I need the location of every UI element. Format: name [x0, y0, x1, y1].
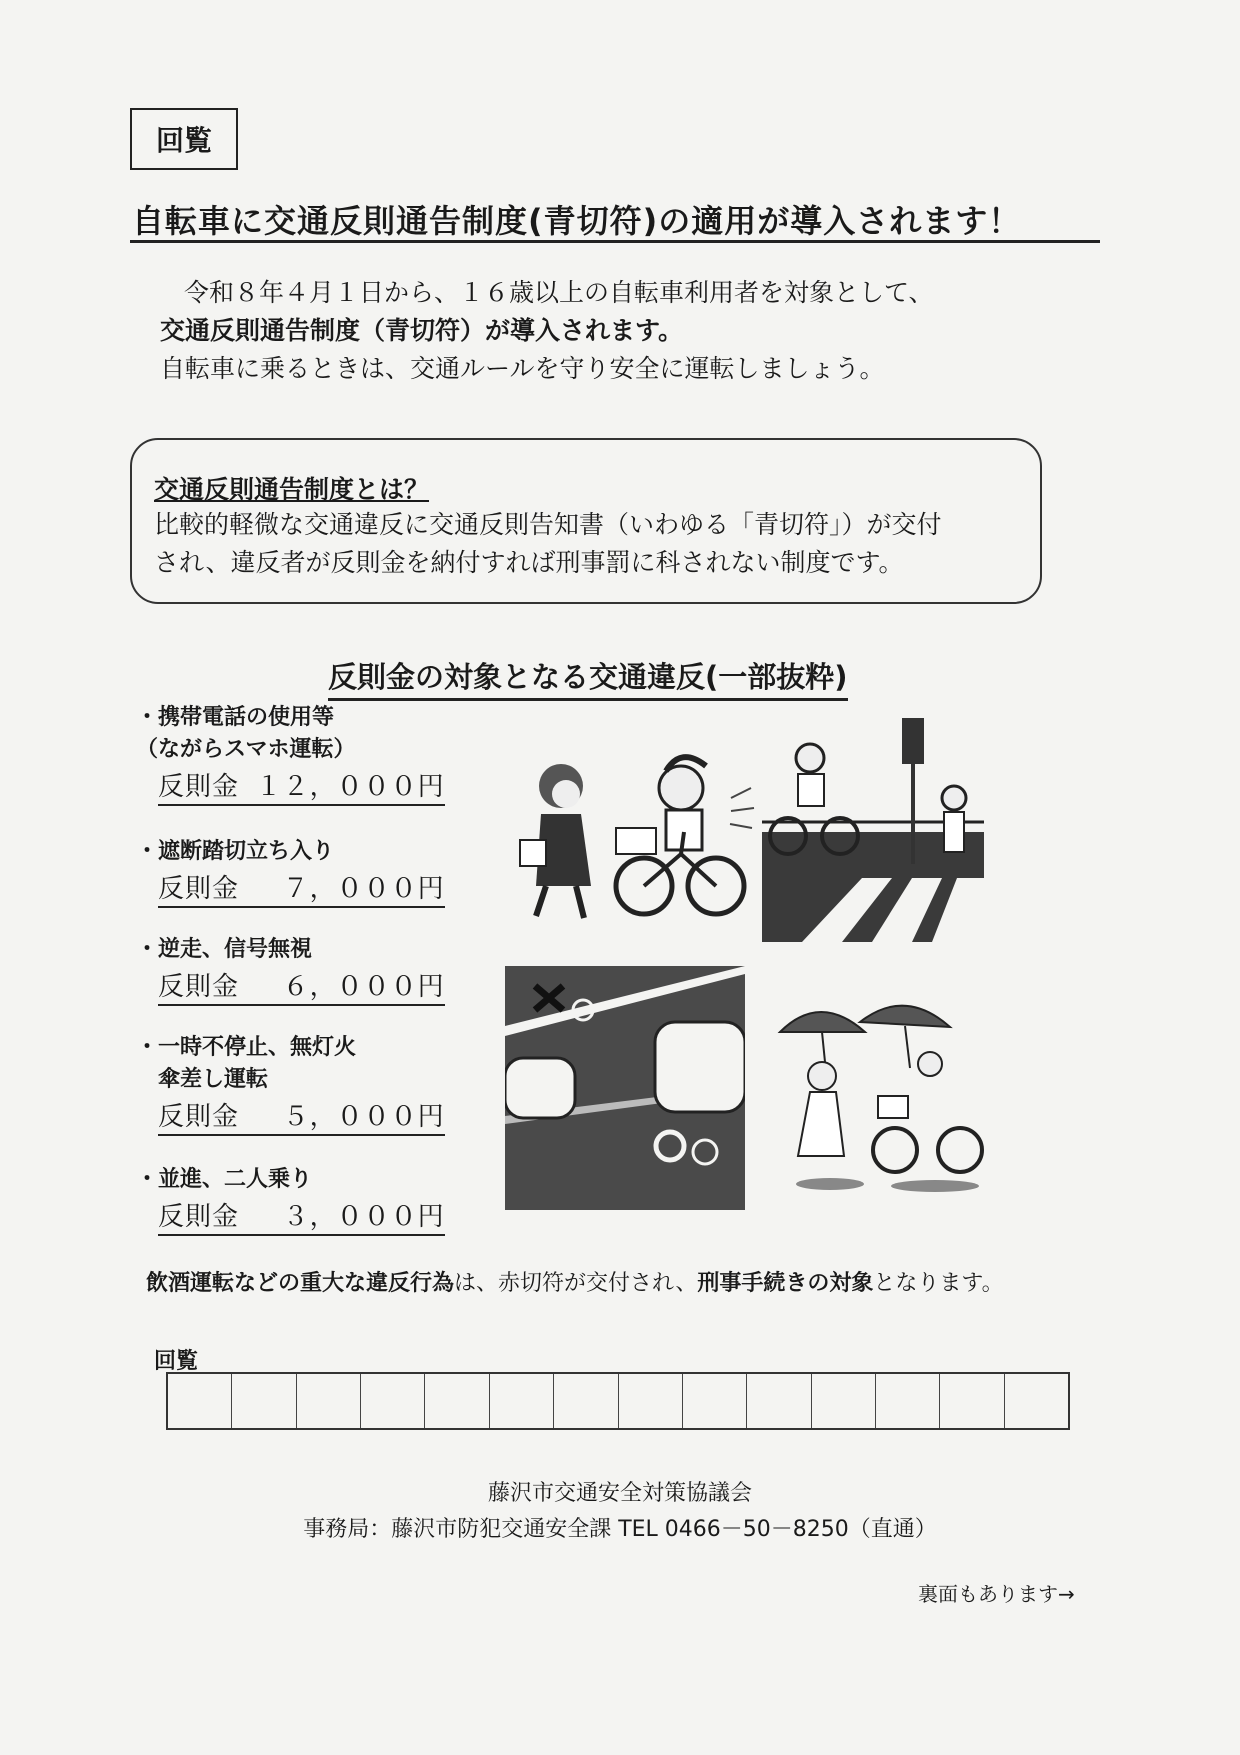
violation-item: [136, 1164, 466, 1236]
road-wrong-way-illustration: [505, 966, 745, 1210]
violation-item: [136, 934, 466, 1006]
traffic-signal-icon: [902, 718, 924, 764]
stamp-cell: [812, 1374, 876, 1428]
kairan-stamp-grid: [166, 1372, 1070, 1430]
note-part-2: は、赤切符が交付され、: [454, 1271, 698, 1296]
stamp-cell: [619, 1374, 683, 1428]
car-icon: [505, 1058, 575, 1118]
violation-item: [136, 702, 466, 806]
intro-text: [160, 274, 1060, 388]
violation-fine: 反則金 ５，０００円: [158, 1096, 445, 1136]
stamp-cell: [425, 1374, 489, 1428]
stamp-cell: [361, 1374, 425, 1428]
organization-name: 藤沢市交通安全対策協議会: [487, 1481, 752, 1506]
stamp-cell: [490, 1374, 554, 1428]
stamp-cell: [554, 1374, 618, 1428]
violations-heading: 反則金の対象となる交通違反(一部抜粋): [328, 655, 848, 701]
title-underline: [130, 240, 1100, 243]
stamp-cell: [232, 1374, 296, 1428]
violation-sublabel: （ながらスマホ運転）: [136, 737, 356, 762]
phone-cycling-illustration: [506, 736, 756, 928]
violation-item: [136, 836, 466, 908]
page-title: 自転車に交通反則通告制度(青切符)の適用が導入されます！: [132, 202, 1022, 240]
stamp-cell: [876, 1374, 940, 1428]
definition-line-2: され、違反者が反則金を納付すれば刑事罰に科されない制度です。: [154, 548, 904, 577]
violation-item: [136, 1032, 466, 1136]
crosswalk-illustration: [762, 718, 984, 942]
umbrella-riding-illustration: [770, 992, 1000, 1196]
child-head-icon: [942, 786, 966, 810]
office-contact: 事務局：藤沢市防犯交通安全課 TEL 0466－50－8250（直通）: [303, 1517, 937, 1542]
intro-line-2: 交通反則通告制度（青切符）が導入されます。: [160, 316, 684, 345]
note-part-3: 刑事手続きの対象: [697, 1271, 874, 1296]
violation-label: ・遮断踏切立ち入り: [136, 839, 335, 864]
definition-line-1: 比較的軽微な交通違反に交通反則告知書（いわゆる「青切符」）が交付: [154, 510, 942, 539]
stamp-cell: [683, 1374, 747, 1428]
stamp-cell: [297, 1374, 361, 1428]
car-icon: [655, 1022, 745, 1112]
back-side-note: 裏面もあります→: [918, 1582, 1075, 1606]
note-part-1: 飲酒運転などの重大な違反行為: [146, 1271, 455, 1296]
violation-fine: 反則金 ３，０００円: [158, 1196, 445, 1236]
note-part-4: となります。: [873, 1271, 1004, 1296]
serious-violation-note: [146, 1266, 1004, 1297]
stamp-cell: [940, 1374, 1004, 1428]
basket-icon: [878, 1096, 908, 1118]
violation-label: ・並進、二人乗り: [136, 1167, 313, 1192]
violation-label: ・携帯電話の使用等: [136, 705, 335, 730]
violation-sublabel: 傘差し運転: [136, 1067, 269, 1092]
stamp-cell: [1005, 1374, 1068, 1428]
stamp-cell: [747, 1374, 811, 1428]
basket-icon: [616, 828, 656, 854]
kairan-label: 回覧: [154, 1349, 199, 1374]
violation-fine: 反則金 ７，０００円: [158, 868, 445, 908]
violation-fine: 反則金 ６，０００円: [158, 966, 445, 1006]
definition-heading: 交通反則通告制度とは？: [154, 475, 430, 504]
definition-body: [154, 506, 1024, 582]
violation-fine: 反則金 １２，０００円: [158, 766, 445, 806]
kairan-badge: 回覧: [130, 108, 238, 170]
stamp-cell: [168, 1374, 232, 1428]
violation-label: ・逆走、信号無視: [136, 937, 313, 962]
violation-label: ・一時不停止、無灯火: [136, 1035, 357, 1060]
intro-line-3: 自転車に乗るときは、交通ルールを守り安全に運転しましょう。: [160, 354, 885, 383]
intro-line-1: 令和８年４月１日から、１６歳以上の自転車利用者を対象として、: [184, 278, 934, 307]
